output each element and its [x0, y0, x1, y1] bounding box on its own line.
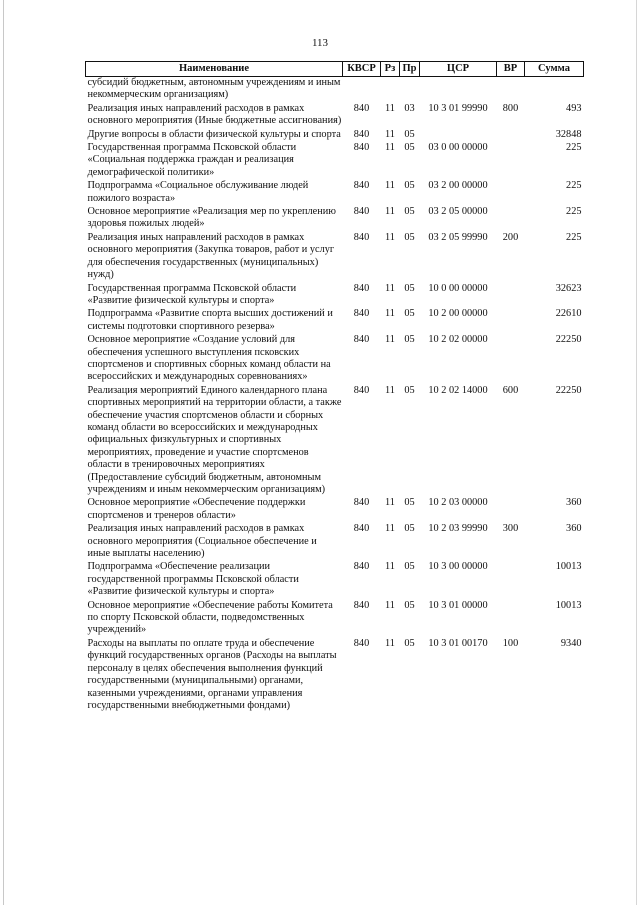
header-rz: Рз [381, 62, 400, 77]
cell-pr: 05 [404, 384, 415, 396]
cell-vr [497, 334, 525, 385]
cell-rz: 11 [385, 637, 395, 649]
cell-csr: 10 0 00 00000 [428, 282, 488, 294]
cell-csr: 03 2 00 00000 [428, 180, 488, 192]
cell-rz [381, 77, 400, 103]
cell-pr: 05 [404, 523, 415, 535]
table-row [86, 308, 584, 334]
cell-rz: 11 [385, 206, 395, 218]
cell-csr [420, 77, 497, 103]
cell-csr: 10 3 00 00000 [428, 561, 488, 573]
table-row [86, 385, 584, 498]
header-name: Наименование [86, 62, 343, 77]
table-row [86, 129, 584, 142]
cell-rz: 11 [385, 561, 395, 573]
cell-kvsr: 840 [353, 384, 370, 396]
header-pr: Пр [400, 62, 420, 77]
cell-vr [497, 206, 525, 232]
cell-sum: 9340 [560, 637, 582, 649]
cell-sum [525, 77, 584, 103]
cell-vr [497, 129, 525, 142]
cell-kvsr: 840 [353, 180, 370, 192]
cell-name: Основное мероприятие «Обеспечение поддержки спортсменов и тренеров области» [87, 497, 306, 521]
cell-csr: 10 3 01 00170 [428, 637, 488, 649]
cell-sum: 493 [566, 102, 582, 114]
cell-name: Основное мероприятие «Создание условий для обеспечения успешного выступления псковских спортсменов и спортивных сборных команд области на всероссийских и международных соревнованиях» [87, 334, 331, 383]
cell-pr: 05 [404, 334, 415, 346]
cell-vr [497, 308, 525, 334]
cell-kvsr: 840 [353, 128, 370, 140]
cell-sum: 225 [566, 142, 582, 154]
cell-name: Государственная программа Псковской области «Развитие физической культуры и спорта» [87, 282, 297, 306]
cell-name: Реализация иных направлений расходов в рамках основного мероприятия (Закупка товаров, работ и услуг для обеспечения государственных (муниципальных) нужд) [87, 231, 335, 281]
cell-csr: 10 2 02 14000 [428, 384, 488, 396]
cell-sum: 22610 [555, 308, 582, 320]
cell-kvsr: 840 [353, 102, 370, 114]
cell-pr: 05 [404, 497, 415, 509]
cell-kvsr: 840 [353, 599, 370, 611]
cell-pr [400, 77, 420, 103]
cell-vr: 100 [502, 637, 519, 649]
cell-sum: 22250 [555, 334, 582, 346]
header-vr: ВР [497, 62, 525, 77]
cell-sum: 225 [566, 206, 582, 218]
cell-kvsr: 840 [353, 561, 370, 573]
cell-pr: 05 [404, 128, 415, 140]
table-row [86, 142, 584, 180]
table-row [86, 180, 584, 206]
cell-vr: 300 [502, 523, 519, 535]
cell-pr: 05 [404, 599, 415, 611]
cell-pr: 05 [404, 180, 415, 192]
cell-kvsr: 840 [353, 334, 370, 346]
cell-csr: 10 2 03 00000 [428, 497, 488, 509]
cell-pr: 05 [404, 142, 415, 154]
cell-sum: 32848 [555, 128, 582, 140]
cell-csr: 10 2 00 00000 [428, 308, 488, 320]
cell-csr [420, 129, 497, 142]
cell-name: Подпрограмма «Развитие спорта высших достижений и системы подготовки спортивного резерва» [87, 308, 333, 332]
table-row [86, 283, 584, 309]
cell-sum: 225 [566, 180, 582, 192]
cell-rz: 11 [385, 128, 395, 140]
cell-kvsr: 840 [353, 231, 370, 243]
cell-name: Другие вопросы в области физической культуры и спорта [87, 128, 341, 140]
cell-kvsr: 840 [353, 637, 370, 649]
table-row [86, 206, 584, 232]
cell-pr: 05 [404, 206, 415, 218]
cell-rz: 11 [385, 142, 395, 154]
cell-rz: 11 [385, 308, 395, 320]
cell-kvsr: 840 [353, 497, 370, 509]
cell-name: Расходы на выплаты по оплате труда и обеспечение функций государственных органов (Расходы на выплаты персоналу в целях обеспечения выполнения функций государственными (муниципальными) органами, казенными учреждениями, органами управления государственными внебюджетными фондами) [87, 637, 337, 711]
cell-pr: 05 [404, 637, 415, 649]
cell-rz: 11 [385, 599, 395, 611]
cell-vr [497, 283, 525, 309]
cell-sum: 10013 [555, 561, 582, 573]
table-row [86, 334, 584, 385]
cell-name: Реализация иных направлений расходов в рамках основного мероприятия (Иные бюджетные ассигнования) [87, 102, 342, 127]
cell-vr: 200 [502, 231, 519, 243]
table-row [86, 523, 584, 561]
header-kvsr: КВСР [343, 62, 381, 77]
cell-name: Реализация иных направлений расходов в рамках основного мероприятия (Социальное обеспечение и иные выплаты населению) [87, 523, 317, 560]
cell-kvsr: 840 [353, 206, 370, 218]
header-csr: ЦСР [420, 62, 497, 77]
cell-vr [497, 561, 525, 599]
cell-name: Реализация мероприятий Единого календарного плана спортивных мероприятий на территории области, а также обеспечение участия спортсменов области и сборных команд области во всероссийских и международных официальных физкультурных и спортивных мероприятиях, проведение и участие спортсменов области в тренировочных мероприятиях (Предоставление субсидий бюджетным, автономным учреждениям и иным некоммерческим организациям) [87, 384, 342, 495]
cell-csr: 03 2 05 00000 [428, 206, 488, 218]
cell-name: Подпрограмма «Обеспечение реализации государственной программы Псковской области «Развитие физической культуры и спорта» [87, 561, 299, 598]
cell-rz: 11 [385, 497, 395, 509]
cell-vr [497, 180, 525, 206]
cell-sum: 360 [566, 497, 582, 509]
cell-vr [497, 497, 525, 523]
cell-rz: 11 [385, 384, 395, 396]
cell-sum: 32623 [555, 282, 582, 294]
cell-rz: 11 [385, 282, 395, 294]
cell-rz: 11 [385, 523, 395, 535]
budget-table [85, 61, 584, 713]
cell-csr: 10 3 01 00000 [428, 599, 488, 611]
table-row [86, 638, 584, 713]
table-row [86, 561, 584, 599]
cell-kvsr: 840 [353, 308, 370, 320]
cell-sum: 360 [566, 523, 582, 535]
table-row [86, 103, 584, 129]
cell-name: Основное мероприятие «Обеспечение работы Комитета по спорту Псковской области, подведомственных учреждений» [87, 599, 333, 636]
table-header-row [86, 62, 584, 77]
cell-kvsr: 840 [353, 282, 370, 294]
cell-pr: 03 [404, 102, 415, 114]
cell-pr: 05 [404, 231, 415, 243]
cell-rz: 11 [385, 102, 395, 114]
cell-sum: 22250 [555, 384, 582, 396]
table-row [86, 77, 584, 103]
cell-rz: 11 [385, 334, 395, 346]
cell-pr: 05 [404, 561, 415, 573]
cell-csr: 10 2 02 00000 [428, 334, 488, 346]
header-sum: Сумма [525, 62, 584, 77]
table-row [86, 600, 584, 638]
cell-vr [497, 77, 525, 103]
cell-name: субсидий бюджетным, автономным учреждениям и иным некоммерческим организациям) [87, 77, 341, 101]
cell-csr: 03 2 05 99990 [428, 231, 488, 243]
cell-name: Основное мероприятие «Реализация мер по укреплению здоровья пожилых людей» [87, 206, 336, 230]
table-row [86, 497, 584, 523]
cell-rz: 11 [385, 231, 395, 243]
cell-rz: 11 [385, 180, 395, 192]
cell-sum: 10013 [555, 599, 582, 611]
cell-vr: 800 [502, 102, 519, 114]
scan-left-edge [3, 0, 4, 905]
table-row [86, 232, 584, 283]
page-number: 113 [311, 37, 329, 49]
cell-csr: 03 0 00 00000 [428, 142, 488, 154]
cell-csr: 10 3 01 99990 [428, 102, 488, 114]
cell-name: Подпрограмма «Социальное обслуживание людей пожилого возраста» [87, 180, 309, 204]
cell-sum: 225 [566, 231, 582, 243]
cell-vr: 600 [502, 384, 519, 396]
cell-kvsr: 840 [353, 142, 370, 154]
cell-vr [497, 600, 525, 638]
cell-name: Государственная программа Псковской области «Социальная поддержка граждан и реализация демографической политики» [87, 142, 297, 178]
cell-kvsr [343, 77, 381, 103]
scan-right-edge [636, 0, 637, 905]
cell-pr: 05 [404, 308, 415, 320]
cell-vr [497, 142, 525, 180]
cell-pr: 05 [404, 282, 415, 294]
cell-csr: 10 2 03 99990 [428, 523, 488, 535]
cell-kvsr: 840 [353, 523, 370, 535]
